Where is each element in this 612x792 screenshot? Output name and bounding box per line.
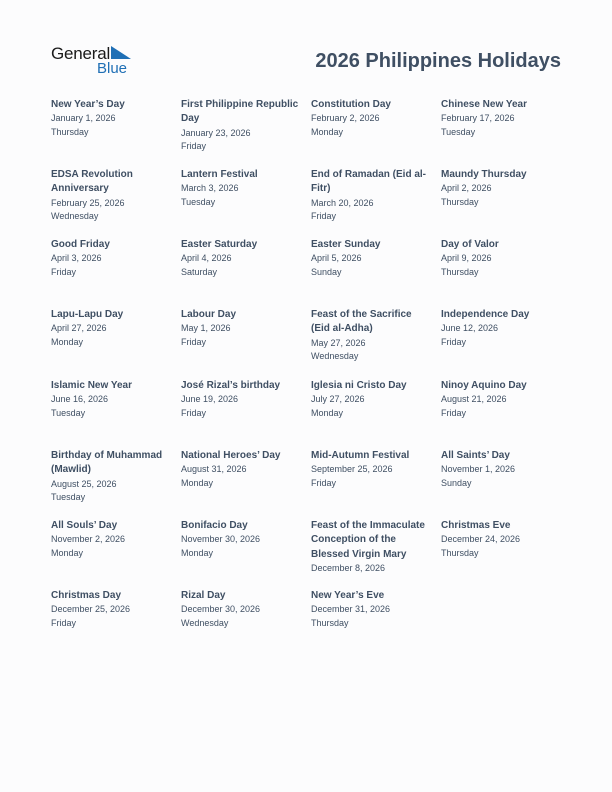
- holiday-date: December 25, 2026: [51, 604, 131, 615]
- holiday-item: [181, 519, 301, 561]
- holiday-weekday: Tuesday: [51, 408, 86, 418]
- holiday-item: [311, 519, 431, 576]
- holiday-weekday: Friday: [311, 478, 337, 488]
- holiday-date: April 5, 2026: [311, 253, 362, 264]
- holiday-weekday: Wednesday: [181, 618, 229, 628]
- holiday-date: November 1, 2026: [441, 464, 516, 475]
- holiday-name: Good Friday: [51, 239, 110, 250]
- holiday-weekday: Monday: [311, 127, 344, 137]
- holiday-name: Islamic New Year: [51, 380, 132, 391]
- holiday-date: August 25, 2026: [51, 478, 117, 489]
- holiday-date: May 27, 2026: [311, 337, 366, 348]
- holiday-name: Chinese New Year: [441, 99, 527, 110]
- holiday-item: [181, 449, 301, 491]
- holiday-weekday: Sunday: [311, 267, 342, 277]
- holiday-weekday: Friday: [181, 141, 207, 152]
- holiday-item: [51, 98, 171, 140]
- holiday-item: [181, 98, 301, 154]
- holiday-item: [181, 238, 301, 280]
- holiday-weekday: Wednesday: [51, 211, 99, 222]
- holiday-weekday: Monday: [311, 408, 344, 418]
- holiday-date: November 2, 2026: [51, 534, 126, 545]
- holiday-name: Christmas Day: [51, 590, 122, 601]
- holiday-name: Iglesia ni Cristo Day: [311, 380, 407, 391]
- holiday-name: Easter Saturday: [181, 239, 258, 250]
- holiday-name: Christmas Eve: [441, 520, 511, 531]
- holiday-item: [51, 519, 171, 561]
- holiday-date: December 24, 2026: [441, 534, 521, 545]
- holiday-date: June 19, 2026: [181, 394, 239, 405]
- holiday-name: National Heroes’ Day: [181, 450, 281, 461]
- holiday-date: February 25, 2026: [51, 197, 125, 208]
- holiday-date: December 8, 2026: [311, 562, 386, 573]
- holiday-item: [311, 308, 431, 364]
- holiday-item: [51, 168, 171, 224]
- holiday-weekday: Friday: [181, 337, 207, 347]
- holiday-date: December 31, 2026: [311, 604, 391, 615]
- holiday-weekday: Tuesday: [441, 127, 476, 137]
- holiday-name: Lantern Festival: [181, 169, 258, 180]
- holiday-weekday: Tuesday: [181, 197, 216, 207]
- holiday-date: August 31, 2026: [181, 464, 247, 475]
- holiday-name: EDSA Revolution Anniversary: [51, 169, 133, 195]
- holiday-weekday: Thursday: [441, 548, 479, 558]
- holiday-name: Labour Day: [181, 309, 237, 320]
- holiday-item: [181, 589, 301, 631]
- logo-word-general: General: [51, 44, 111, 63]
- holiday-name: Lapu-Lapu Day: [51, 309, 124, 320]
- holiday-name: José Rizal’s birthday: [181, 380, 281, 391]
- holiday-name: Feast of the Immaculate Conception of the Blessed Virgin Mary: [311, 520, 425, 560]
- holiday-item: [181, 379, 301, 421]
- holiday-date: April 4, 2026: [181, 253, 232, 264]
- logo-word-blue: Blue: [97, 60, 128, 77]
- holiday-date: May 1, 2026: [181, 323, 231, 334]
- holiday-item: [51, 449, 171, 505]
- holiday-date: February 17, 2026: [441, 113, 515, 124]
- holiday-name: All Saints’ Day: [441, 450, 510, 461]
- holiday-item: [311, 238, 431, 280]
- holiday-weekday: Friday: [441, 408, 467, 418]
- holiday-date: June 16, 2026: [51, 394, 109, 405]
- holiday-name: Feast of the Sacrifice (Eid al-Adha): [311, 309, 412, 335]
- holiday-date: April 3, 2026: [51, 253, 102, 264]
- holiday-weekday: Monday: [181, 478, 214, 488]
- holiday-weekday: Friday: [311, 211, 337, 222]
- holiday-date: January 1, 2026: [51, 113, 116, 124]
- holiday-item: [51, 589, 171, 631]
- holiday-date: March 3, 2026: [181, 183, 239, 194]
- holiday-item: [51, 379, 171, 421]
- holiday-date: November 30, 2026: [181, 534, 261, 545]
- holiday-date: February 2, 2026: [311, 113, 380, 124]
- holiday-weekday: Tuesday: [51, 492, 86, 503]
- holiday-date: March 20, 2026: [311, 197, 374, 208]
- holiday-name: Mid-Autumn Festival: [311, 450, 410, 461]
- holiday-name: Constitution Day: [311, 99, 391, 110]
- holiday-date: April 2, 2026: [441, 183, 492, 194]
- holiday-item: [51, 308, 171, 350]
- holiday-weekday: Monday: [51, 548, 84, 558]
- holiday-name: New Year’s Day: [51, 99, 125, 110]
- logo: [51, 44, 133, 78]
- holiday-date: April 27, 2026: [51, 323, 107, 334]
- holiday-weekday: Friday: [441, 337, 467, 347]
- holiday-name: Bonifacio Day: [181, 520, 248, 531]
- holiday-item: [441, 379, 561, 421]
- holiday-weekday: Friday: [51, 618, 77, 628]
- holiday-item: [441, 308, 561, 350]
- holiday-item: [441, 98, 561, 140]
- holiday-name: Maundy Thursday: [441, 169, 527, 180]
- holiday-name: New Year’s Eve: [311, 590, 385, 601]
- holiday-name: All Souls’ Day: [51, 520, 118, 531]
- holiday-name: Day of Valor: [441, 239, 499, 250]
- holiday-name: End of Ramadan (Eid al-Fitr): [311, 169, 427, 195]
- holiday-item: [181, 308, 301, 350]
- holiday-name: First Philippine Republic Day: [181, 99, 299, 125]
- holiday-date: July 27, 2026: [311, 394, 365, 405]
- holiday-item: [441, 519, 561, 561]
- holiday-name: Birthday of Muhammad (Mawlid): [51, 450, 163, 476]
- holiday-name: Ninoy Aquino Day: [441, 380, 527, 391]
- holiday-date: December 30, 2026: [181, 604, 261, 615]
- holiday-item: [311, 168, 431, 224]
- holiday-name: Independence Day: [441, 309, 530, 320]
- holiday-weekday: Friday: [51, 267, 77, 277]
- holiday-name: Rizal Day: [181, 590, 226, 601]
- holiday-item: [311, 379, 431, 421]
- holiday-date: June 12, 2026: [441, 323, 499, 334]
- holiday-weekday: Thursday: [51, 127, 89, 137]
- holiday-weekday: Friday: [181, 408, 207, 418]
- holiday-item: [181, 168, 301, 210]
- holiday-item: [311, 589, 431, 631]
- holiday-item: [441, 449, 561, 491]
- holiday-item: [441, 168, 561, 210]
- logo-triangle-icon: [111, 46, 131, 61]
- holiday-weekday: Sunday: [441, 478, 472, 488]
- holiday-weekday: Monday: [181, 548, 214, 558]
- holiday-date: April 9, 2026: [441, 253, 492, 264]
- holiday-weekday: Wednesday: [311, 351, 359, 362]
- holiday-weekday: Thursday: [441, 267, 479, 277]
- holiday-item: [311, 449, 431, 491]
- holiday-weekday: Monday: [51, 337, 84, 347]
- holiday-date: August 21, 2026: [441, 394, 507, 405]
- holiday-item: [51, 238, 171, 280]
- holiday-date: January 23, 2026: [181, 127, 251, 138]
- holiday-date: September 25, 2026: [311, 464, 393, 475]
- page-title: 2026 Philippines Holidays: [315, 50, 561, 72]
- holiday-weekday: Thursday: [311, 618, 349, 628]
- holiday-item: [311, 98, 431, 140]
- holiday-item: [441, 238, 561, 280]
- holiday-weekday: Saturday: [181, 267, 218, 277]
- holiday-name: Easter Sunday: [311, 239, 381, 250]
- holiday-weekday: Thursday: [441, 197, 479, 207]
